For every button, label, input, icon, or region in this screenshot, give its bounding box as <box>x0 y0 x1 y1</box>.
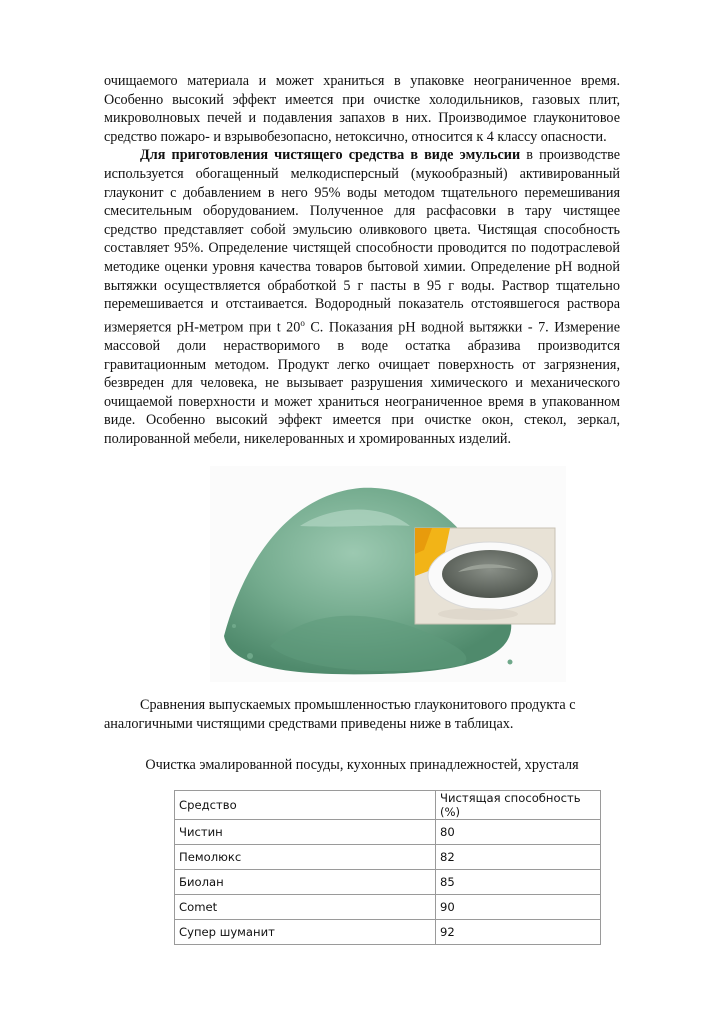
cleaning-ability-table <box>174 790 601 945</box>
table-caption: Очистка эмалированной посуды, кухонных принадлежностей, хрусталя <box>145 757 579 773</box>
paragraph-2-bold-lead: Для приготовления чистящего средства в виде эмульсии <box>140 147 521 164</box>
comparison-intro <box>104 696 620 733</box>
paragraph-3: Сравнения выпускаемых промышленностью глауконитового продукта с аналогичными чистящими средствами приведены ниже в таблицах. <box>104 697 576 732</box>
table-row <box>175 820 601 845</box>
header-cell-ability: Чистящая способность (%) <box>436 791 601 820</box>
cell-product-name: Comet <box>175 895 436 920</box>
paragraph-2-text-a: в производстве используется обогащенный мелкодисперсный (мукообразный) активированный глауконит с добавлением в него 95% воды методом тщательного перемешивания смесительным оборудованием. Полученное для расфасовки в тару чистящее средство представляет собой эмульсию оливкового цвета. Чистящая способность составляет 95%. Определение чистящей способности проводится по подотраслевой методике оценки уровня качества товаров бытовой химии. Определение рН водной вытяжки осуществляется обработкой 5 г пасты в 95 г воды. Раствор тщательно перемешивается и отстаивается. Водородный показатель отстоявшегося раствора измеряется рН-метром при t 20 <box>104 147 620 336</box>
degree-superscript: о <box>300 317 305 328</box>
cell-ability-value: 85 <box>436 870 601 895</box>
table-row <box>175 920 601 945</box>
cell-ability-value: 92 <box>436 920 601 945</box>
paragraph-2 <box>104 146 620 448</box>
table-row <box>175 895 601 920</box>
table-row <box>175 845 601 870</box>
cell-ability-value: 90 <box>436 895 601 920</box>
cell-product-name: Пемолюкс <box>175 845 436 870</box>
header-cell-product: Средство <box>175 791 436 820</box>
powder-illustration <box>210 466 566 682</box>
cell-ability-value: 82 <box>436 845 601 870</box>
glauconite-powder-photo <box>210 466 566 682</box>
bowl-inset-photo <box>415 528 555 624</box>
cell-ability-value: 80 <box>436 820 601 845</box>
cell-product-name: Супер шуманит <box>175 920 436 945</box>
cell-product-name: Чистин <box>175 820 436 845</box>
main-text <box>104 72 620 449</box>
table-row <box>175 870 601 895</box>
paragraph-2-text-b: С. Показания рН водной вытяжки - 7. Измерение массовой доли нерастворимого в воде остатка абразива производится гравитационным методом. Продукт легко очищает поверхность от загрязнения, безвреден для человека, не вызывает разрушения химического и механического очищаемой поверхности и может храниться неограниченное время в упакованном виде. Особенно высокий эффект имеется при очистке окон, стекол, зеркал, полированной мебели, никелерованных и хромированных изделий. <box>104 319 620 448</box>
paragraph-1: очищаемого материала и может храниться в упаковке неограниченное время. Особенно высокий эффект имеется при очистке холодильников, газовых плит, микроволновых печей и подавления запахов в них. Производимое глауконитовое средство пожаро- и взрывобезопасно, нетоксично, относится к 4 классу опасности. <box>104 73 620 145</box>
table-header-row <box>175 791 601 820</box>
cell-product-name: Биолан <box>175 870 436 895</box>
